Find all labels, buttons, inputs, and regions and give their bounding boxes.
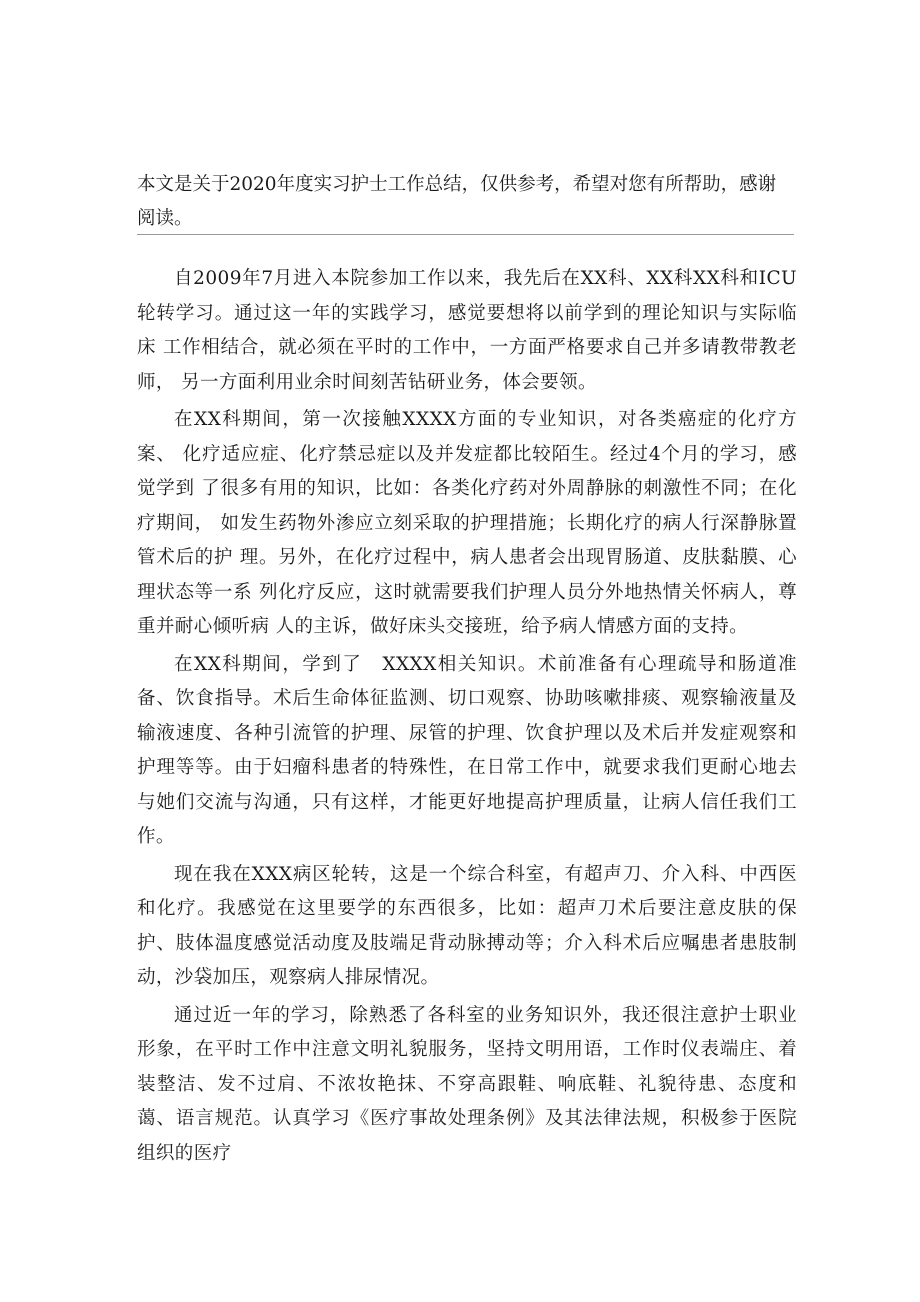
- document-body: [137, 262, 797, 1174]
- paragraph: 在XX科期间，学到了 XXXX相关知识。术前准备有心理疏导和肠道准备、饮食指导。术后生命体征监测、切口观察、协助咳嗽排痰、观察输液量及输液速度、各种引流管的护理、尿管的护理、饮食护理以及术后并发症观察和护理等等。由于妇瘤科患者的特殊性，在日常工作中，就要求我们更耐心地去与她们交流与沟通，只有这样，才能更好地提高护理质量，让病人信任我们工作。: [137, 653, 797, 847]
- paragraph: 自2009年7月进入本院参加工作以来，我先后在XX科、XX科XX科和ICU 轮转学习。通过这一年的实践学习，感觉要想将以前学到的理论知识与实际临床 工作相结合，就必须在平时的工作中，一方面严格要求自己并多请教带教老师， 另一方面利用业余时间刻苦钻研业务，体会要领。: [137, 268, 797, 393]
- divider-line: [137, 234, 794, 235]
- paragraph: 在XX科期间，第一次接触XXXX方面的专业知识，对各类癌症的化疗方案、 化疗适应症、化疗禁忌症以及并发症都比较陌生。经过4个月的学习，感觉学到 了很多有用的知识，比如：各类化疗药对外周静脉的刺激性不同；在化疗期间， 如发生药物外渗应立刻采取的护理措施；长期化疗的病人行深静脉置管术后的护 理。另外，在化疗过程中，病人患者会出现胃肠道、皮肤黏膜、心理状态等一系 列化疗反应，这时就需要我们护理人员分外地热情关怀病人，尊重并耐心倾听病 人的主诉，做好床头交接班，给予病人情感方面的支持。: [137, 409, 797, 637]
- intro-text: 本文是关于2020年度实习护士工作总结，仅供参考，希望对您有所帮助，感谢 阅读。: [137, 174, 777, 229]
- paragraph: 通过近一年的学习，除熟悉了各科室的业务知识外，我还很注意护士职业形象，在平时工作中注意文明礼貌服务，坚持文明用语，工作时仪表端庄、着装整洁、发不过肩、不浓妆艳抹、不穿高跟鞋、响底鞋、礼貌待患、态度和蔼、语言规范。认真学习《医疗事故处理条例》及其法律法规，积极参于医院组织的医疗: [137, 1004, 797, 1164]
- paragraph: 现在我在XXX病区轮转，这是一个综合科室，有超声刀、介入科、中西医和化疗。我感觉在这里要学的东西很多，比如：超声刀术后要注意皮肤的保护、肢体温度感觉活动度及肢端足背动脉搏动等；介入科术后应嘱患者患肢制动，沙袋加压，观察病人排尿情况。: [137, 863, 797, 988]
